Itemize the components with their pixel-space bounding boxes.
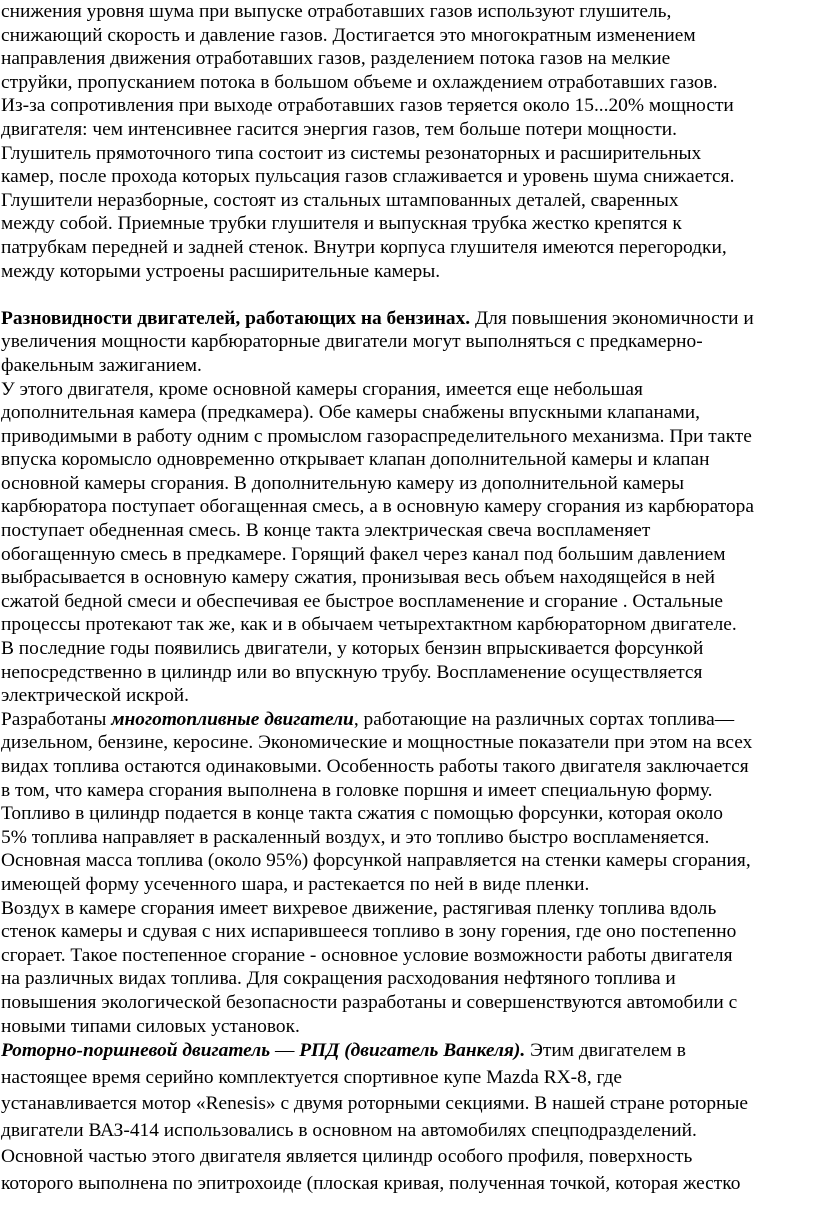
text-line: повышения экологической безопасности разработаны и совершенствуются автомобили с [1,991,738,1013]
emphasis-term: многотопливные двигатели [111,708,354,730]
text-line: поступает обедненная смесь. В конце такта электрическая свеча воспламеняет [1,520,651,542]
text-line: обогащенную смесь в предкамере. Горящий факел через канал под большим давлением [1,543,726,565]
text-line: имеющей форму усеченного шара, и растекается по ней в виде пленки. [1,873,590,895]
emphasis-term: РПД (двигатель Ванкеля). [299,1040,526,1062]
paragraph-muffler [0,0,816,283]
text-line: дополнительная камера (предкамера). Обе камеры снабжены впускными клапанами, [1,402,701,424]
text-run: Для повышения экономичности и [470,307,754,329]
text-line: сгорает. Такое постепенное сгорание - основное условие возможности работы двигателя [1,944,733,966]
text-line: У этого двигателя, кроме основной камеры сгорания, имеется еще небольшая [1,378,643,400]
text-line: впуска коромысло одновременно открывает клапан дополнительной камеры и клапан [1,449,710,471]
text-line: между собой. Приемные трубки глушителя и выпускная трубка жестко крепятся к [1,213,682,235]
text-line: Глушители неразборные, состоят из стальных штампованных деталей, сваренных [1,189,679,211]
text-line: двигателя: чем интенсивнее гасится энергия газов, тем больше потери мощности. [1,118,677,140]
text-line: Глушитель прямоточного типа состоит из системы резонаторных и расширительных [1,142,702,164]
blank-line [0,283,816,307]
paragraph-gasoline-engines [0,307,816,708]
text-line: Из-за сопротивления при выходе отработавших газов теряется около 15...20% мощности [1,95,734,117]
text-line: Основной частью этого двигателя является цилиндр особого профиля, поверхность [1,1146,693,1168]
text-line: процессы протекают так же, как и в обычаем четырехтактном карбюраторном двигателе. [1,614,737,636]
text-line: 5% топлива направляет в раскаленный воздух, и это топливо быстро воспламеняется. [1,826,710,848]
text-line: приводимыми в работу одним с промыслом газораспределительного механизма. При такте [1,425,752,447]
text-line: устанавливается мотор «Renesis» с двумя роторными секциями. В нашей стране роторные [1,1093,749,1115]
text-line: на различных видах топлива. Для сокращения расходования нефтяного топлива и [1,968,676,990]
text-run: — [270,1040,300,1062]
text-line: которого выполнена по эпитрохоиде (плоская кривая, полученная точкой, которая жестко [1,1172,741,1194]
emphasis-term: Роторно-поршневой двигатель [1,1040,271,1062]
paragraph-rotary-engine [0,1038,816,1197]
text-line: В последние годы появились двигатели, у которых бензин впрыскивается форсункой [1,638,704,660]
text-line: электрической искрой. [1,685,190,707]
text-line: между которыми устроены расширительные камеры. [1,260,441,282]
text-line: снижающий скорость и давление газов. Достигается это многократным изменением [1,24,696,46]
text-line: Основная масса топлива (около 95%) форсункой направляется на стенки камеры сгорания, [1,850,751,872]
text-line: снижения уровня шума при выпуске отработавших газов используют глушитель, [1,1,672,22]
text-run: Разработаны [1,708,112,730]
text-line: дизельном, бензине, керосине. Экономические и мощностные показатели при этом на всех [1,732,753,754]
text-line [0,1038,816,1065]
text-line: непосредственно в цилиндр или во впускную трубу. Воспламенение осуществляется [1,661,703,683]
text-line: двигатели ВАЗ-414 использовались в основном на автомобилях спецподразделений. [1,1119,697,1141]
text-line: основной камеры сгорания. В дополнительную камеру из дополнительной камеры [1,472,685,494]
paragraph-multifuel-engines [0,708,816,1038]
text-line [0,307,816,331]
text-line: факельным зажиганием. [1,354,202,376]
text-line: патрубкам передней и задней стенок. Внутри корпуса глушителя имеются перегородки, [1,236,727,258]
text-line: стенок камеры и сдувая с них испарившееся топливо в зону горения, где оно постепенно [1,921,737,943]
text-line: направления движения отработавших газов, разделением потока газов на мелкие [1,48,671,70]
text-line: Топливо в цилиндр подается в конце такта сжатия с помощью форсунки, которая около [1,803,723,825]
text-line: видах топлива остаются одинаковыми. Особенность работы такого двигателя заключается [1,756,749,777]
text-line: струйки, пропусканием потока в большом объеме и охлаждением отработавших газов. [1,71,718,93]
text-line [0,708,816,732]
text-line: выбрасывается в основную камеру сжатия, пронизывая весь объем находящейся в ней [1,567,716,589]
text-line: Воздух в камере сгорания имеет вихревое движение, растягивая пленку топлива вдоль [1,897,717,919]
text-run: Этим двигателем в [525,1040,686,1062]
text-line: настоящее время серийно комплектуется спортивное купе Mazda RX-8, где [1,1066,622,1088]
text-run: , работающие на различных сортах топлива— [353,708,735,730]
text-line: новыми типами силовых установок. [1,1015,300,1037]
text-line: увеличения мощности карбюраторные двигатели могут выполняться с предкамерно- [1,331,703,353]
text-line: сжатой бедной смеси и обеспечивая ее быстрое воспламенение и сгорание . Остальные [1,590,724,612]
section-heading: Разновидности двигателей, работающих на бензинах. [1,307,471,329]
text-line: в том, что камера сгорания выполнена в головке поршня и имеет специальную форму. [1,779,713,801]
text-line: карбюратора поступает обогащенная смесь, а в основную камеру сгорания из карбюратора [1,496,754,518]
text-line: камер, после прохода которых пульсация газов сглаживается и уровень шума снижается. [1,166,735,188]
